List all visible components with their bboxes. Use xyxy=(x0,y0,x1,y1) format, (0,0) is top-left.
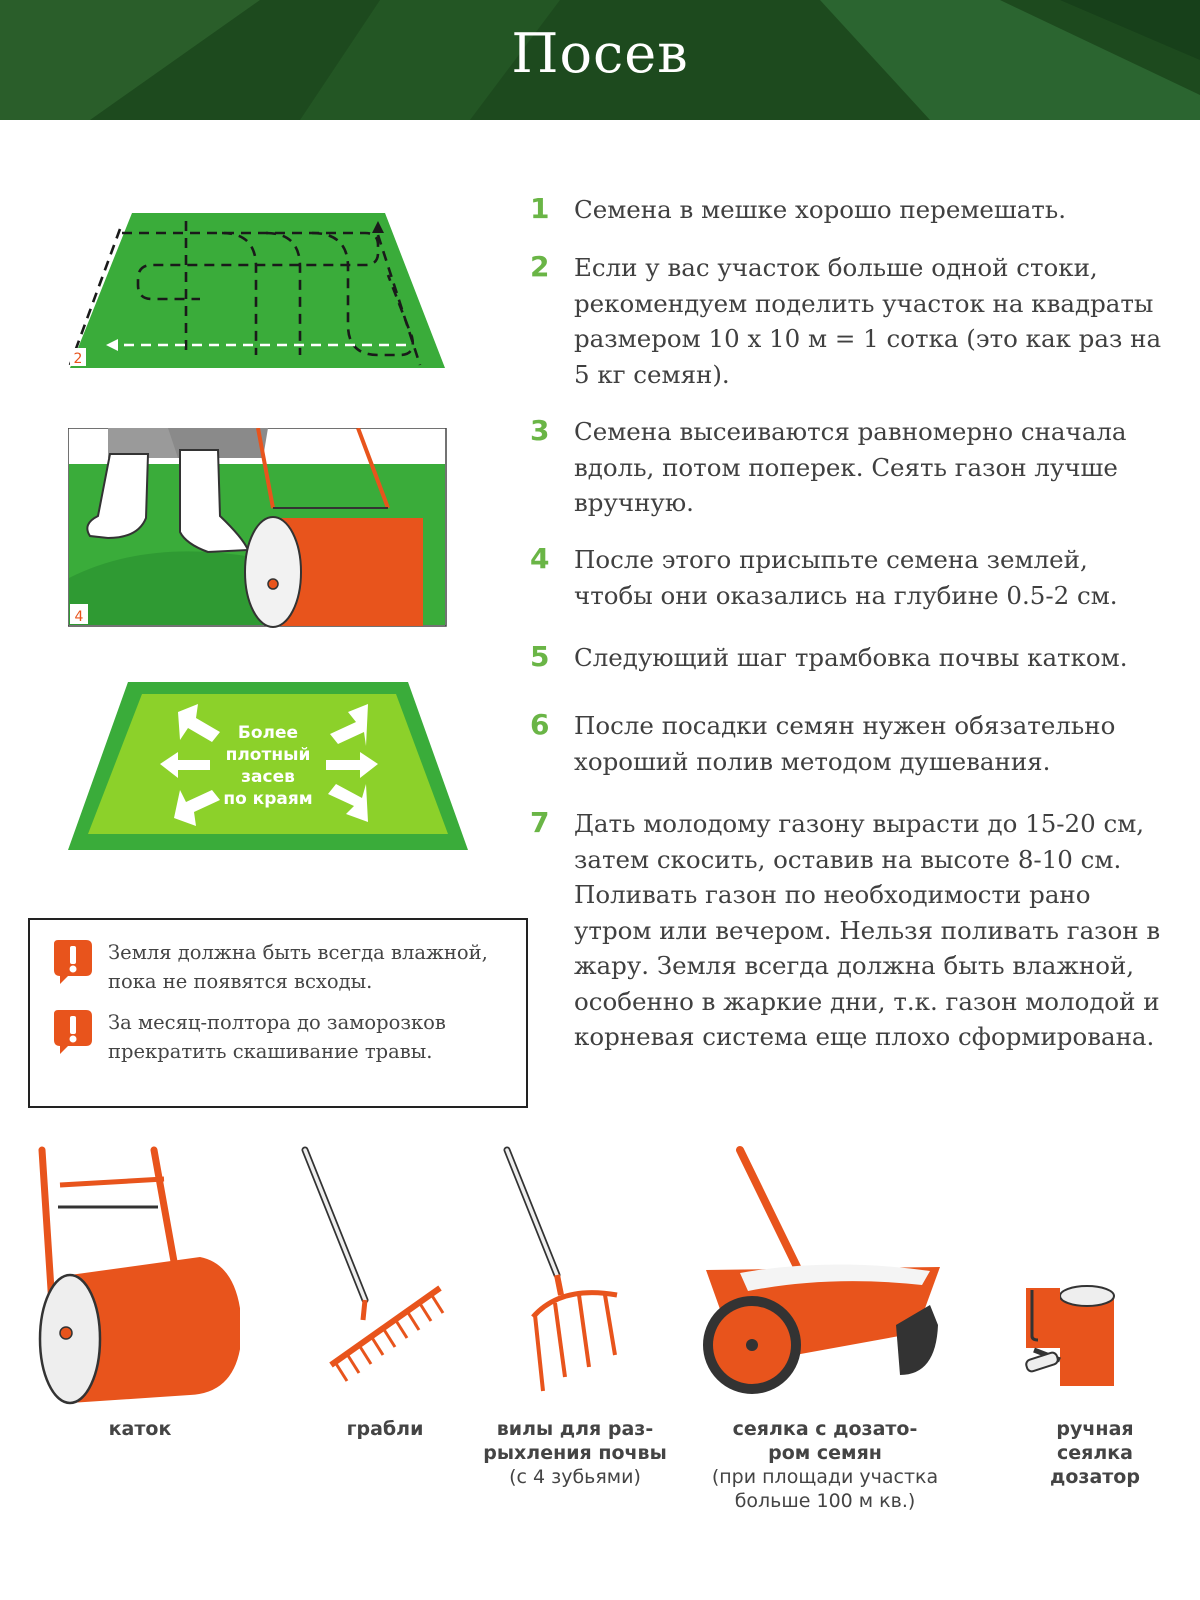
tool-name-line: сеялка с дозато- xyxy=(732,1418,918,1440)
sowing-pattern-illustration xyxy=(60,205,460,375)
tool-label-hand-seeder xyxy=(1010,1417,1180,1489)
roller-icon xyxy=(30,1145,240,1410)
step-text: После посадки семян нужен обязательно хороший полив методом душевания. xyxy=(574,711,1116,776)
notice-text: За месяц-полтора до заморозков прекратить скашивание травы. xyxy=(108,1011,446,1063)
tool-note-line: (при площади участка xyxy=(711,1466,939,1488)
warning-icon xyxy=(48,938,96,986)
edge-text-line-3: засев xyxy=(241,767,295,787)
tool-name-line: вилы для раз- xyxy=(496,1418,654,1440)
tool-name-line: рыхления почвы xyxy=(483,1442,667,1464)
tool-label-seeder xyxy=(695,1417,955,1513)
pitchfork-icon xyxy=(495,1145,645,1395)
edge-text-line-2: плотный xyxy=(225,745,311,765)
seeder-icon xyxy=(700,1145,955,1415)
edge-text-line-4: по краям xyxy=(223,789,313,809)
rake-icon xyxy=(295,1145,460,1390)
page-title: Посев xyxy=(511,22,689,85)
step-text: Следующий шаг трамбовка почвы катком. xyxy=(574,643,1128,672)
badge-2: 2 xyxy=(73,351,83,367)
tool-name-line: ром семян xyxy=(768,1442,882,1464)
notice-box xyxy=(28,918,528,1108)
tool-name-line: сеялка xyxy=(1057,1442,1133,1464)
step-number: 5 xyxy=(530,640,550,673)
step-number: 2 xyxy=(530,250,550,283)
step-number: 1 xyxy=(530,192,550,225)
step-text: После этого присыпьте семена землей, чтобы они оказались на глубине 0.5-2 см. xyxy=(574,545,1118,610)
step-number: 4 xyxy=(530,542,550,575)
tool-label-rake xyxy=(310,1417,460,1441)
step-text: Если у вас участок больше одной стоки, рекомендуем поделить участок на квадраты размером 10 х 10 м = 1 сотка (это как раз на 5 кг семян). xyxy=(574,253,1162,389)
header-banner xyxy=(0,0,1200,120)
edge-sowing-illustration xyxy=(68,682,470,852)
step-text: Семена в мешке хорошо перемешать. xyxy=(574,195,1066,224)
notice-text: Земля должна быть всегда влажной, пока не появятся всходы. xyxy=(108,941,488,993)
step-text: Семена высеиваются равномерно сначала вдоль, потом поперек. Сеять газон лучше вручную. xyxy=(574,417,1127,517)
edge-text-line-1: Более xyxy=(237,723,299,743)
tool-name-line: дозатор xyxy=(1050,1466,1140,1488)
tool-name-line: каток xyxy=(108,1418,172,1440)
step-number: 3 xyxy=(530,414,550,447)
rolling-illustration xyxy=(68,428,448,628)
badge-4: 4 xyxy=(74,609,84,625)
tool-note-line: (с 4 зубьями) xyxy=(509,1466,641,1488)
tool-name-line: ручная xyxy=(1056,1418,1134,1440)
step-text: Дать молодому газону вырасти до 15-20 см, затем скосить, оставив на высоте 8-10 см. Поливать газон по необходимости рано утром или вечером. Нельзя поливать газон в жару. Земля всегда должна быть влажной, особенно в жаркие дни, т.к. газон молодой и корневая система еще плохо сформирована. xyxy=(574,809,1161,1051)
tool-note-line: больше 100 м кв.) xyxy=(734,1490,916,1512)
step-number: 7 xyxy=(530,806,550,839)
tool-label-roller xyxy=(70,1417,210,1441)
warning-icon xyxy=(48,1008,96,1056)
hand-seeder-icon xyxy=(1020,1280,1120,1392)
step-number: 6 xyxy=(530,708,550,741)
tool-name-line: грабли xyxy=(346,1418,424,1440)
tool-label-pitchfork xyxy=(470,1417,680,1489)
